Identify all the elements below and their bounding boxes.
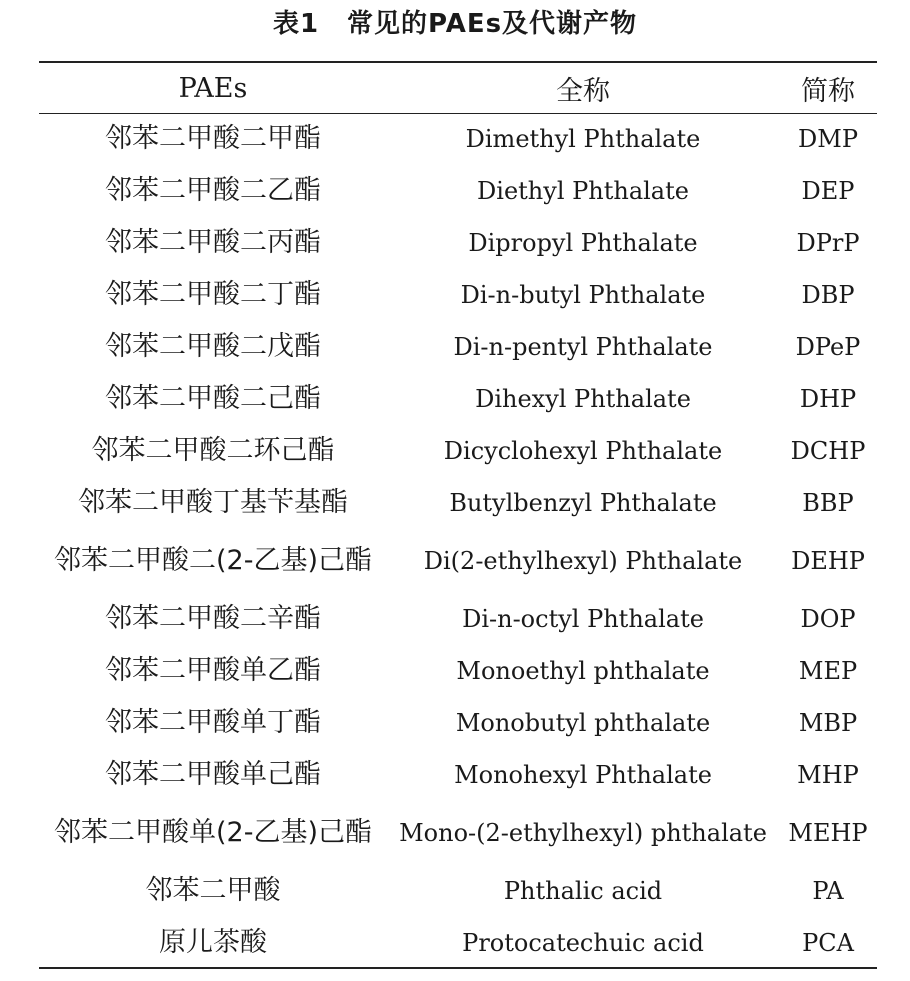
cell-full-name: Dicyclohexyl Phthalate (443, 437, 723, 465)
cell-abbreviation: MEP (798, 657, 858, 685)
cell-chinese-name: 邻苯二甲酸单乙酯 (105, 655, 321, 686)
cell-full-name: Dipropyl Phthalate (468, 229, 698, 257)
cell-abbreviation: DHP (799, 385, 857, 413)
cell-full-name: Di-n-pentyl Phthalate (453, 333, 713, 361)
cell-full-name: Dimethyl Phthalate (465, 125, 701, 153)
table-row (39, 865, 877, 917)
cell-full-name: Monohexyl Phthalate (454, 761, 712, 789)
cell-full-name: Monoethyl phthalate (456, 657, 710, 685)
table-title (0, 6, 910, 42)
header-full-name: 全称 (556, 75, 610, 107)
cell-chinese-name: 邻苯二甲酸二(2-乙基)己酯 (54, 545, 372, 576)
table-row (39, 425, 877, 477)
cell-full-name: Protocatechuic acid (462, 929, 704, 957)
table-row (39, 917, 877, 969)
cell-abbreviation: PCA (802, 929, 854, 957)
table-row (39, 217, 877, 269)
table-label: 表1 (272, 9, 320, 39)
table-row (39, 373, 877, 425)
cell-full-name: Butylbenzyl Phthalate (449, 489, 717, 517)
header-paes: PAEs (178, 72, 248, 104)
cell-abbreviation: PA (812, 877, 844, 905)
cell-full-name: Mono-(2-ethylhexyl) phthalate (399, 819, 767, 847)
cell-abbreviation: DCHP (790, 437, 866, 465)
cell-chinese-name: 邻苯二甲酸单己酯 (105, 759, 321, 790)
cell-full-name: Monobutyl phthalate (455, 709, 711, 737)
table-row (39, 321, 877, 373)
bottom-rule (39, 967, 877, 969)
cell-full-name: Di(2-ethylhexyl) Phthalate (423, 547, 743, 575)
cell-chinese-name: 原儿茶酸 (159, 927, 267, 958)
cell-abbreviation: DPeP (795, 333, 861, 361)
table-row (39, 165, 877, 217)
cell-chinese-name: 邻苯二甲酸二丁酯 (105, 279, 321, 310)
table-row (39, 645, 877, 697)
cell-abbreviation: DMP (798, 125, 858, 153)
table-row (39, 529, 877, 593)
header-abbreviation: 简称 (801, 75, 855, 107)
cell-chinese-name: 邻苯二甲酸丁基苄基酯 (78, 487, 348, 518)
cell-full-name: Phthalic acid (503, 877, 663, 905)
table-body (39, 113, 877, 969)
cell-chinese-name: 邻苯二甲酸二己酯 (105, 383, 321, 414)
table-row (39, 749, 877, 801)
cell-chinese-name: 邻苯二甲酸二乙酯 (105, 175, 321, 206)
table-row (39, 477, 877, 529)
cell-full-name: Dihexyl Phthalate (475, 385, 691, 413)
table-row (39, 593, 877, 645)
cell-abbreviation: DEP (801, 177, 855, 205)
cell-abbreviation: DEHP (791, 547, 865, 575)
cell-abbreviation: MHP (797, 761, 859, 789)
cell-abbreviation: DBP (801, 281, 855, 309)
cell-full-name: Di-n-butyl Phthalate (460, 281, 706, 309)
cell-full-name: Diethyl Phthalate (477, 177, 689, 205)
cell-abbreviation: DOP (800, 605, 856, 633)
cell-abbreviation: BBP (802, 489, 854, 517)
cell-chinese-name: 邻苯二甲酸二丙酯 (105, 227, 321, 258)
cell-chinese-name: 邻苯二甲酸 (145, 875, 281, 906)
cell-chinese-name: 邻苯二甲酸二戊酯 (105, 331, 321, 362)
cell-full-name: Di-n-octyl Phthalate (462, 605, 704, 633)
cell-chinese-name: 邻苯二甲酸二环己酯 (91, 435, 335, 466)
table-caption: 常见的PAEs及代谢产物 (347, 9, 638, 39)
header-row (39, 63, 877, 113)
table-row (39, 801, 877, 865)
table-row (39, 269, 877, 321)
cell-abbreviation: DPrP (796, 229, 860, 257)
cell-abbreviation: MEHP (788, 819, 868, 847)
paes-table (39, 63, 877, 969)
cell-chinese-name: 邻苯二甲酸二辛酯 (105, 603, 321, 634)
table-row (39, 113, 877, 165)
cell-chinese-name: 邻苯二甲酸单(2-乙基)己酯 (54, 817, 372, 848)
cell-chinese-name: 邻苯二甲酸单丁酯 (105, 707, 321, 738)
cell-abbreviation: MBP (798, 709, 858, 737)
cell-chinese-name: 邻苯二甲酸二甲酯 (105, 123, 321, 154)
table-row (39, 697, 877, 749)
